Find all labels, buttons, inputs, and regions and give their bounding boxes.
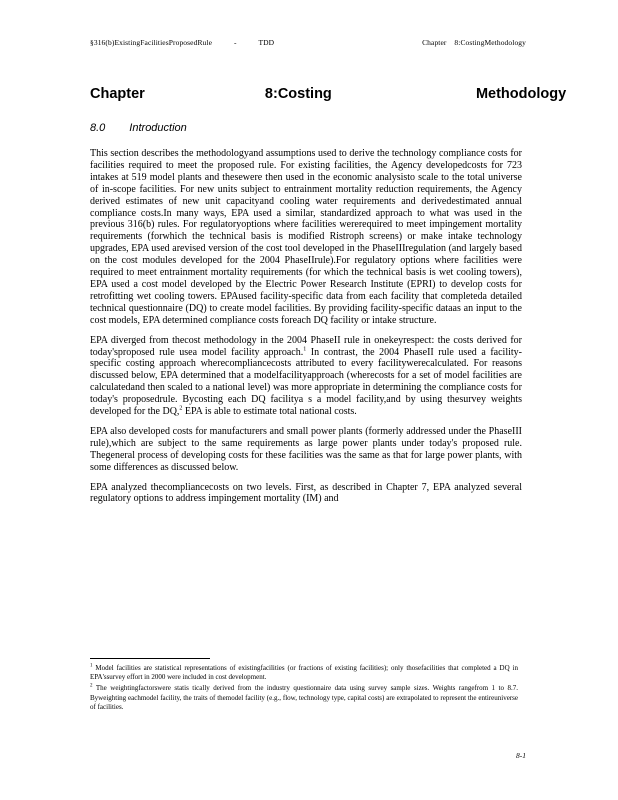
paragraph-text: In contrast, the 2004 PhaseII rule used a facility-specific costing approach wherecompliancecosts attributed to every facilitywerecalculated. For reasons discussed below, EPA determined that a modelfacilityapproach (wherecosts for a set of model facilities are calculatedand then scaled to a national level) was more appropriate in determining the compliance costs for today's proposedrule. Bycosting each DQ facilitya s a model facility,and by using thesurvey weights developed for the DQ,: [90, 346, 522, 418]
footnote-text: Model facilities are statistical representations of existingfacilities (or fractions of existing facilities); only thosefacilities that completed a DQ in EPA'ssurvey effort in 2000 were included in cost development.: [90, 664, 518, 682]
footnote-text: The weightingfactorswere statis tically derived from the industry questionnaire data using survey sample sizes. Weights rangefrom 1 to 8.7. Byweighting eachmodel facility, the traits of themodel facility (e.g., flow, technology type, capital costs) are extrapolated to represent the entireuniverse of facilities.: [90, 684, 518, 711]
footnote-divider: [90, 658, 210, 659]
footnote-ref: 1: [303, 346, 307, 353]
paragraph: EPA also developed costs for manufacturers and small power plants (formerly addressed under the PhaseIII rule),which are subject to the same requirements as large power plants under today's proposed rule. Thegeneral process of developing costs for these facilities was the same as that for large power plants, with some differences as discussed below.: [90, 425, 522, 473]
footnote-ref: 2: [179, 405, 183, 412]
page-number: 8-1: [516, 751, 526, 760]
footnote-marker: 2: [90, 684, 93, 690]
footnote-marker: 1: [90, 663, 93, 669]
header-chapter: Chapter 8:CostingMethodology: [422, 38, 526, 47]
section-title: Introduction: [129, 122, 187, 134]
paragraph: EPA analyzed thecompliancecosts on two levels. First, as described in Chapter 7, EPA analyzed several regulatory options to address impingement mortality (IM) and: [90, 481, 522, 505]
running-header: [90, 38, 526, 47]
header-separator: -: [234, 38, 237, 47]
chapter-title: Chapter 8:Costing Methodology: [90, 86, 567, 102]
footnotes: [90, 664, 518, 714]
paragraph: [90, 335, 522, 418]
paragraph-text: EPA is able to estimate total national costs.: [182, 406, 357, 418]
header-tdd: TDD: [258, 38, 275, 47]
footnote: [90, 664, 518, 682]
body-text: [90, 148, 522, 513]
paragraph-text: EPA diverged from thecost methodology in the 2004 PhaseII rule in onekeyrespect: the costs derived for today'sproposed rule usea model facility approach.: [90, 334, 522, 358]
footnote: [90, 684, 518, 712]
section-number: 8.0: [90, 122, 106, 134]
paragraph: This section describes the methodologyand assumptions used to derive the technology compliance costs for facilities required to meet the proposed rule. For existing facilities, the Agency developedcosts for 723 intakes at 519 model plants and thesewere then used in the economic analysisto scale to the total universe of in-scope facilities. For new units subject to entrainment mortality reduction requirements, the Agency derived estimates of new unit capacityand cooling water requirements and derivedestimated annual compliance costs.In many ways, EPA used a similar, standardized approach to what was used in the previous 316(b) rules. For regulatoryoptions where facilities wererequired to meet impingement mortality requirements (forwhich the technical basis is modified Ristroph screens) or make intake technology upgrades, EPA used arevised version of the cost tool developed in the PhaseIIIregulation (and largely based on the cost modules developed for the 2004 PhaseIIrule).For regulatory options where facilities were required to meet entrainment mortality requirements (for which the technical basis is wet cooling towers), EPA used a cost model developed by the Electric Power Research Institute (EPRI) to develop costs for retrofitting wet cooling towers. EPAused facility-specific data from each facility that completeda detailed technical questionnaire (DQ) to create model facilities. By providing facility-specific dataas an input to the cost models, EPA determined compliance costs foreach DQ facility or intake structure.: [90, 148, 522, 326]
header-document-title: §316(b)ExistingFacilitiesProposedRule: [90, 38, 213, 47]
header-left: [90, 38, 294, 47]
section-heading: [90, 122, 187, 134]
